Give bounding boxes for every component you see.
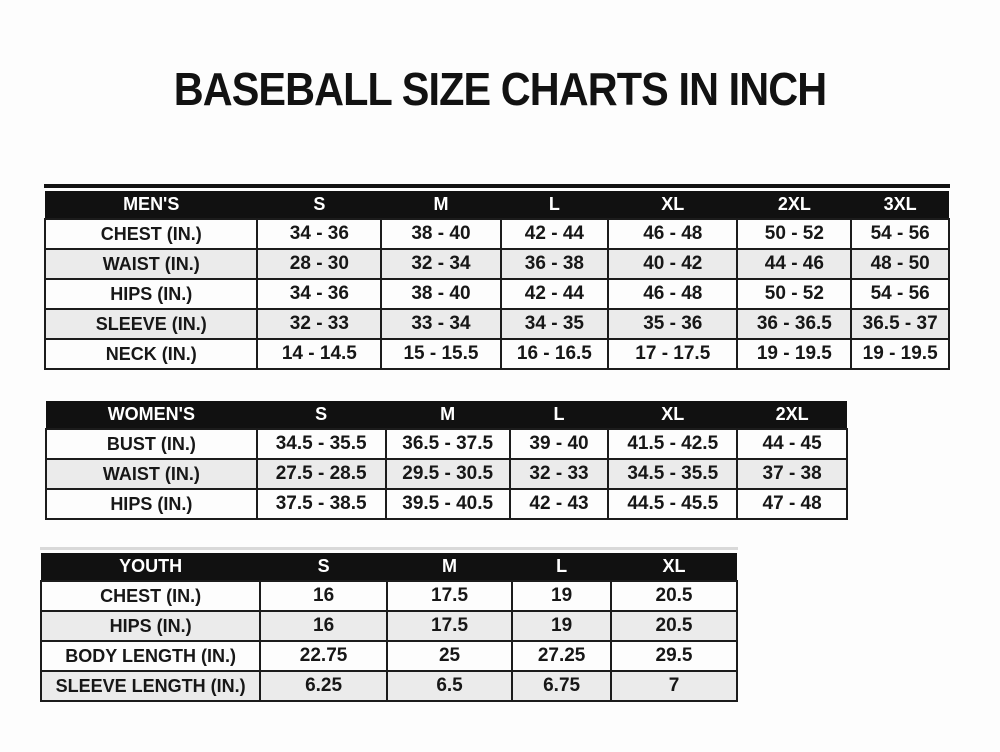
size-value-cell: 44 - 45 <box>737 429 847 459</box>
size-value-cell: 19 <box>512 611 611 641</box>
size-value-cell: 34 - 36 <box>257 279 381 309</box>
table-row <box>41 581 737 611</box>
page-title: BASEBALL SIZE CHARTS IN INCH <box>173 63 827 115</box>
size-column-header: M <box>386 401 510 429</box>
size-value-cell: 19 - 19.5 <box>737 339 851 369</box>
size-column-header: S <box>257 191 381 219</box>
size-value-cell: 33 - 34 <box>381 309 500 339</box>
measurement-label: SLEEVE LENGTH (IN.) <box>41 671 260 701</box>
table-row <box>45 249 949 279</box>
table-row <box>46 489 847 519</box>
table-row <box>45 309 949 339</box>
header-row <box>45 191 949 219</box>
size-value-cell: 19 <box>512 581 611 611</box>
size-value-cell: 54 - 56 <box>851 219 949 249</box>
size-column-header: 2XL <box>737 401 847 429</box>
mens-size-table-section <box>44 184 950 370</box>
size-value-cell: 39.5 - 40.5 <box>386 489 510 519</box>
size-value-cell: 50 - 52 <box>737 279 851 309</box>
size-value-cell: 42 - 44 <box>501 219 609 249</box>
header-row <box>41 553 737 581</box>
measurement-label: SLEEVE (IN.) <box>45 309 257 339</box>
youth-size-table-section <box>40 547 738 702</box>
womens-size-table <box>45 401 848 520</box>
size-column-header: S <box>260 553 387 581</box>
size-value-cell: 27.5 - 28.5 <box>257 459 386 489</box>
size-value-cell: 36 - 38 <box>501 249 609 279</box>
size-column-header: L <box>512 553 611 581</box>
table-row <box>45 219 949 249</box>
header-row <box>46 401 847 429</box>
size-value-cell: 37.5 - 38.5 <box>257 489 386 519</box>
size-value-cell: 34 - 36 <box>257 219 381 249</box>
measurement-label: CHEST (IN.) <box>45 219 257 249</box>
size-value-cell: 6.25 <box>260 671 387 701</box>
measurement-label: BUST (IN.) <box>46 429 257 459</box>
size-value-cell: 27.25 <box>512 641 611 671</box>
size-column-header: M <box>387 553 512 581</box>
mens-table-top-rule <box>44 184 950 188</box>
size-value-cell: 54 - 56 <box>851 279 949 309</box>
table-row <box>46 429 847 459</box>
size-value-cell: 38 - 40 <box>381 219 500 249</box>
table-row <box>41 671 737 701</box>
size-value-cell: 20.5 <box>611 611 737 641</box>
size-value-cell: 14 - 14.5 <box>257 339 381 369</box>
size-value-cell: 28 - 30 <box>257 249 381 279</box>
size-value-cell: 22.75 <box>260 641 387 671</box>
size-value-cell: 41.5 - 42.5 <box>608 429 737 459</box>
size-value-cell: 32 - 34 <box>381 249 500 279</box>
size-value-cell: 34.5 - 35.5 <box>608 459 737 489</box>
size-value-cell: 34 - 35 <box>501 309 609 339</box>
size-value-cell: 36.5 - 37.5 <box>386 429 510 459</box>
size-value-cell: 6.5 <box>387 671 512 701</box>
size-value-cell: 46 - 48 <box>608 279 737 309</box>
womens-size-table-section <box>45 401 848 520</box>
size-column-header: M <box>381 191 500 219</box>
size-value-cell: 50 - 52 <box>737 219 851 249</box>
measurement-label: BODY LENGTH (IN.) <box>41 641 260 671</box>
size-value-cell: 16 <box>260 581 387 611</box>
size-value-cell: 46 - 48 <box>608 219 737 249</box>
table-row <box>46 459 847 489</box>
size-column-header: XL <box>608 401 737 429</box>
size-value-cell: 48 - 50 <box>851 249 949 279</box>
size-value-cell: 17.5 <box>387 611 512 641</box>
size-value-cell: 7 <box>611 671 737 701</box>
size-value-cell: 29.5 - 30.5 <box>386 459 510 489</box>
size-value-cell: 34.5 - 35.5 <box>257 429 386 459</box>
size-value-cell: 20.5 <box>611 581 737 611</box>
table-row <box>45 279 949 309</box>
measurement-label: HIPS (IN.) <box>45 279 257 309</box>
size-column-header: XL <box>608 191 737 219</box>
measurement-label: WAIST (IN.) <box>46 459 257 489</box>
measurement-label: HIPS (IN.) <box>46 489 257 519</box>
table-row <box>41 611 737 641</box>
size-value-cell: 17.5 <box>387 581 512 611</box>
table-row <box>45 339 949 369</box>
size-value-cell: 16 <box>260 611 387 641</box>
size-value-cell: 25 <box>387 641 512 671</box>
measurement-label: WAIST (IN.) <box>45 249 257 279</box>
measurement-label: NECK (IN.) <box>45 339 257 369</box>
group-label-header: MEN'S <box>45 191 257 219</box>
size-value-cell: 15 - 15.5 <box>381 339 500 369</box>
size-value-cell: 38 - 40 <box>381 279 500 309</box>
size-value-cell: 37 - 38 <box>737 459 847 489</box>
mens-size-table <box>44 191 950 370</box>
size-value-cell: 42 - 43 <box>510 489 609 519</box>
group-label-header: YOUTH <box>41 553 260 581</box>
size-column-header: L <box>501 191 609 219</box>
size-value-cell: 36.5 - 37 <box>851 309 949 339</box>
group-label-header: WOMEN'S <box>46 401 257 429</box>
size-value-cell: 16 - 16.5 <box>501 339 609 369</box>
size-value-cell: 44 - 46 <box>737 249 851 279</box>
table-row <box>41 641 737 671</box>
size-value-cell: 36 - 36.5 <box>737 309 851 339</box>
size-column-header: 3XL <box>851 191 949 219</box>
size-value-cell: 6.75 <box>512 671 611 701</box>
youth-table-top-rule <box>40 547 738 550</box>
size-column-header: L <box>510 401 609 429</box>
size-column-header: 2XL <box>737 191 851 219</box>
youth-size-table <box>40 553 738 702</box>
size-value-cell: 40 - 42 <box>608 249 737 279</box>
size-value-cell: 44.5 - 45.5 <box>608 489 737 519</box>
measurement-label: CHEST (IN.) <box>41 581 260 611</box>
size-value-cell: 32 - 33 <box>257 309 381 339</box>
size-value-cell: 35 - 36 <box>608 309 737 339</box>
size-value-cell: 47 - 48 <box>737 489 847 519</box>
size-value-cell: 32 - 33 <box>510 459 609 489</box>
size-value-cell: 42 - 44 <box>501 279 609 309</box>
size-value-cell: 19 - 19.5 <box>851 339 949 369</box>
size-value-cell: 29.5 <box>611 641 737 671</box>
size-value-cell: 39 - 40 <box>510 429 609 459</box>
size-column-header: S <box>257 401 386 429</box>
size-value-cell: 17 - 17.5 <box>608 339 737 369</box>
size-column-header: XL <box>611 553 737 581</box>
measurement-label: HIPS (IN.) <box>41 611 260 641</box>
